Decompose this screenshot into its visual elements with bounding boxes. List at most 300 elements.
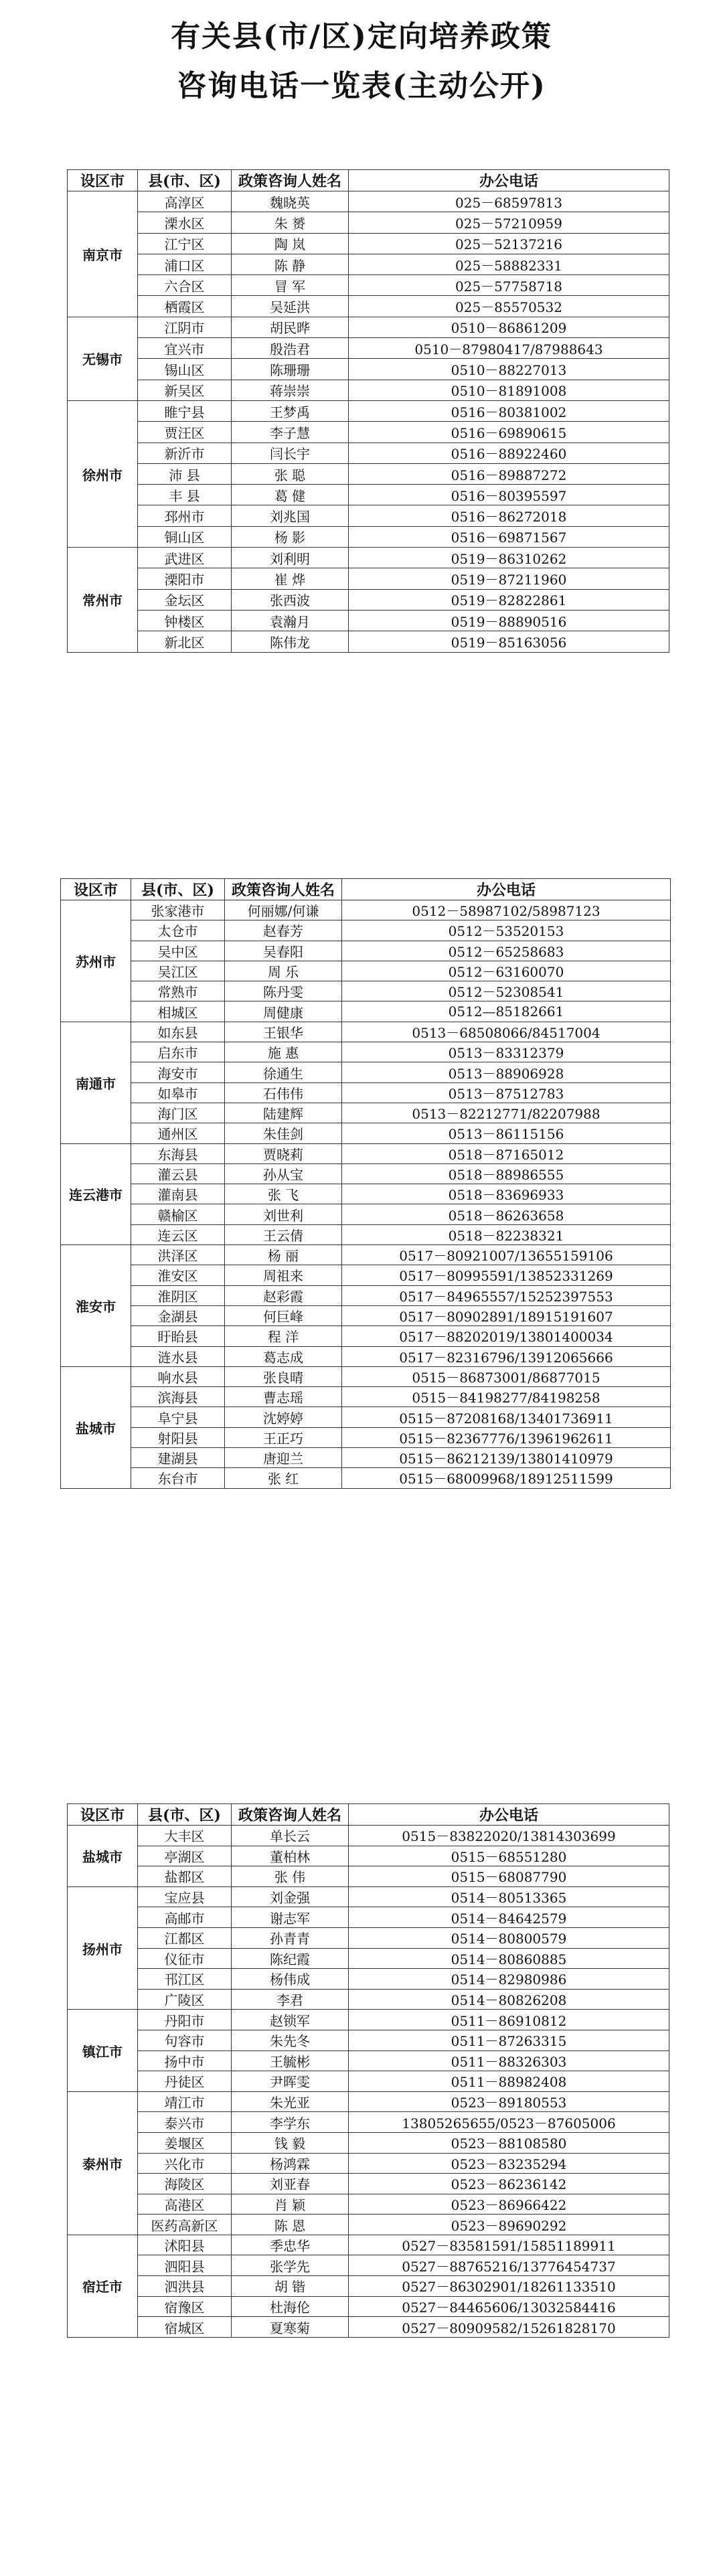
- page-title-line-1: 有关县(市/区)定向培养政策: [171, 19, 552, 54]
- phone-cell: 0517－80995591/13852331269: [342, 1265, 671, 1285]
- phone-cell: 0523－86966422: [349, 2194, 669, 2215]
- header-contact: 政策咨询人姓名: [232, 170, 349, 191]
- county-cell: 锡山区: [138, 359, 232, 380]
- table-row: [68, 191, 669, 212]
- table-row: [61, 1245, 671, 1265]
- county-cell: 江阴市: [138, 317, 232, 337]
- city-cell: 淮安市: [61, 1245, 131, 1367]
- contact-name-cell: 陈 恩: [232, 2215, 349, 2235]
- contact-name-cell: 刘兆国: [232, 505, 349, 526]
- table-row: [68, 1826, 669, 1846]
- contact-name-cell: 谢志军: [232, 1907, 349, 1928]
- contact-name-cell: 曹志瑶: [225, 1387, 342, 1407]
- county-cell: 宿城区: [138, 2317, 232, 2338]
- table-row: [61, 1062, 671, 1082]
- county-cell: 新北区: [138, 631, 232, 652]
- table-row: [68, 1969, 669, 1990]
- contact-name-cell: 陆建辉: [225, 1103, 342, 1123]
- phone-cell: 025－58882331: [349, 254, 669, 274]
- phone-cell: 0513－83312379: [342, 1042, 671, 1062]
- table-row: [61, 1123, 671, 1143]
- county-cell: 广陵区: [138, 1989, 232, 2010]
- city-cell: 扬州市: [68, 1886, 138, 2010]
- table-row: [68, 2317, 669, 2338]
- table-row: [68, 2112, 669, 2133]
- table-row: [68, 589, 669, 610]
- contact-name-cell: 闫长宇: [232, 442, 349, 463]
- header-contact: 政策咨询人姓名: [232, 1804, 349, 1826]
- contact-name-cell: 肖 颖: [232, 2194, 349, 2215]
- phone-cell: 0527－88765216/13776454737: [349, 2255, 669, 2276]
- phone-cell: 025－57210959: [349, 212, 669, 233]
- county-cell: 东海县: [131, 1143, 225, 1163]
- contact-name-cell: 胡 锴: [232, 2276, 349, 2297]
- county-cell: 常熟市: [131, 981, 225, 1001]
- phone-cell: 0523－89690292: [349, 2215, 669, 2235]
- county-cell: 灌云县: [131, 1163, 225, 1184]
- table-row: [61, 920, 671, 941]
- county-cell: 建湖县: [131, 1448, 225, 1468]
- contact-name-cell: 单长云: [232, 1826, 349, 1846]
- contact-name-cell: 袁瀚月: [232, 610, 349, 631]
- contact-name-cell: 周健康: [225, 1001, 342, 1022]
- table-row: [68, 505, 669, 526]
- contact-name-cell: 陈伟龙: [232, 631, 349, 652]
- contact-name-cell: 何丽娜/何谦: [225, 900, 342, 920]
- city-cell: 常州市: [68, 548, 138, 652]
- phone-cell: 0510－86861209: [349, 317, 669, 337]
- contact-name-cell: 王云倩: [225, 1224, 342, 1244]
- table-row: [61, 1387, 671, 1407]
- table-row: [61, 1427, 671, 1447]
- table-row: [68, 485, 669, 505]
- contact-name-cell: 周祖来: [225, 1265, 342, 1285]
- contact-name-cell: 陈纪霞: [232, 1948, 349, 1969]
- contact-name-cell: 吴春阳: [225, 941, 342, 961]
- county-cell: 赣榆区: [131, 1204, 225, 1224]
- table-row: [68, 2132, 669, 2153]
- phone-cell: 0511－88326303: [349, 2050, 669, 2071]
- county-cell: 句容市: [138, 2030, 232, 2050]
- county-cell: 东台市: [131, 1468, 225, 1488]
- county-cell: 六合区: [138, 275, 232, 296]
- county-cell: 沭阳县: [138, 2235, 232, 2255]
- phone-cell: 0513－86115156: [342, 1123, 671, 1143]
- county-cell: 太仓市: [131, 920, 225, 941]
- contact-name-cell: 朱 赟: [232, 212, 349, 233]
- phone-cell: 0519－85163056: [349, 631, 669, 652]
- county-cell: 灌南县: [131, 1184, 225, 1204]
- contact-table-block-2: [60, 878, 671, 1489]
- contact-name-cell: 陈珊珊: [232, 359, 349, 380]
- phone-cell: 0519－88890516: [349, 610, 669, 631]
- table-row: [68, 1866, 669, 1887]
- county-cell: 沛 县: [138, 463, 232, 484]
- phone-cell: 0523－89180553: [349, 2091, 669, 2112]
- table-row: [61, 941, 671, 961]
- county-cell: 溧水区: [138, 212, 232, 233]
- contact-name-cell: 杨 丽: [225, 1245, 342, 1265]
- phone-cell: 0512－58987102/58987123: [342, 900, 671, 920]
- contact-name-cell: 蒋崇崇: [232, 380, 349, 400]
- table-row: [68, 568, 669, 589]
- phone-cell: 0516－69871567: [349, 526, 669, 547]
- table-row: [61, 1163, 671, 1184]
- county-cell: 姜堰区: [138, 2132, 232, 2153]
- phone-cell: 025－57758718: [349, 275, 669, 296]
- table-row: [68, 2215, 669, 2235]
- phone-cell: 0510－87980417/87988643: [349, 338, 669, 359]
- phone-cell: 0514－80513365: [349, 1886, 669, 1907]
- phone-cell: 0518－87165012: [342, 1143, 671, 1163]
- county-cell: 江宁区: [138, 233, 232, 254]
- table-row: [61, 1285, 671, 1305]
- county-cell: 淮安区: [131, 1265, 225, 1285]
- contact-name-cell: 王正巧: [225, 1427, 342, 1447]
- table-row: [68, 526, 669, 547]
- contact-name-cell: 杨鸿霖: [232, 2153, 349, 2174]
- table-row: [68, 212, 669, 233]
- contact-table-block-3: [67, 1803, 669, 2338]
- header-county: 县(市、区): [138, 170, 232, 191]
- table-row: [61, 981, 671, 1001]
- phone-cell: 0514－80800579: [349, 1927, 669, 1948]
- phone-cell: 0518－88986555: [342, 1163, 671, 1184]
- contact-name-cell: 刘金强: [232, 1886, 349, 1907]
- phone-cell: 0515－87208168/13401736911: [342, 1407, 671, 1427]
- table-row: [68, 631, 669, 652]
- phone-cell: 0527－86302901/18261133510: [349, 2276, 669, 2297]
- phone-cell: 0515－68009968/18912511599: [342, 1468, 671, 1488]
- phone-cell: 0523－88108580: [349, 2132, 669, 2153]
- contact-name-cell: 陈丹雯: [225, 981, 342, 1001]
- contact-name-cell: 刘利明: [232, 548, 349, 568]
- table-row: [68, 2296, 669, 2317]
- county-cell: 泗阳县: [138, 2255, 232, 2276]
- county-cell: 栖霞区: [138, 296, 232, 317]
- phone-cell: 0516－69890615: [349, 422, 669, 442]
- contact-name-cell: 李学东: [232, 2112, 349, 2133]
- contact-name-cell: 季忠华: [232, 2235, 349, 2255]
- city-cell: 盐城市: [61, 1366, 131, 1488]
- phone-cell: 025－68597813: [349, 191, 669, 212]
- city-cell: 无锡市: [68, 317, 138, 400]
- county-cell: 高淳区: [138, 191, 232, 212]
- phone-cell: 0512－52308541: [342, 981, 671, 1001]
- contact-name-cell: 刘亚春: [232, 2174, 349, 2194]
- contact-name-cell: 赵锁军: [232, 2010, 349, 2030]
- header-city: 设区市: [68, 1804, 138, 1826]
- page-title-line-2: 咨询电话一览表(主动公开): [177, 69, 546, 103]
- phone-cell: 0512－53520153: [342, 920, 671, 941]
- table-row: [61, 1326, 671, 1346]
- phone-cell: 0516－80381002: [349, 400, 669, 421]
- table-row: [68, 2276, 669, 2297]
- phone-cell: 0514－84642579: [349, 1907, 669, 1928]
- phone-cell: 0513－82212771/82207988: [342, 1103, 671, 1123]
- phone-cell: 0510－88227013: [349, 359, 669, 380]
- contact-name-cell: 夏寒菊: [232, 2317, 349, 2338]
- city-cell: 南京市: [68, 191, 138, 317]
- table-row: [68, 2010, 669, 2030]
- county-cell: 丹阳市: [138, 2010, 232, 2030]
- county-cell: 武进区: [138, 548, 232, 568]
- phone-cell: 0527－83581591/15851189911: [349, 2235, 669, 2255]
- phone-cell: 0512－65258683: [342, 941, 671, 961]
- county-cell: 启东市: [131, 1042, 225, 1062]
- county-cell: 张家港市: [131, 900, 225, 920]
- city-cell: 宿迁市: [68, 2235, 138, 2337]
- table-row: [68, 233, 669, 254]
- county-cell: 宜兴市: [138, 338, 232, 359]
- county-cell: 浦口区: [138, 254, 232, 274]
- contact-name-cell: 董柏林: [232, 1846, 349, 1866]
- county-cell: 如皋市: [131, 1082, 225, 1103]
- county-cell: 钟楼区: [138, 610, 232, 631]
- phone-cell: 0517－80921007/13655159106: [342, 1245, 671, 1265]
- table-row: [68, 1907, 669, 1928]
- contact-name-cell: 张 飞: [225, 1184, 342, 1204]
- phone-cell: 025－52137216: [349, 233, 669, 254]
- contact-name-cell: 胡民晔: [232, 317, 349, 337]
- table-row: [61, 1204, 671, 1224]
- city-cell: 盐城市: [68, 1826, 138, 1887]
- table-row: [61, 1022, 671, 1042]
- county-cell: 淮阴区: [131, 1285, 225, 1305]
- header-phone: 办公电话: [349, 1804, 669, 1826]
- county-cell: 宿豫区: [138, 2296, 232, 2317]
- table-row: [61, 1265, 671, 1285]
- contact-name-cell: 朱光亚: [232, 2091, 349, 2112]
- contact-name-cell: 葛 健: [232, 485, 349, 505]
- county-cell: 金湖县: [131, 1305, 225, 1325]
- phone-cell: 0517－84965557/15252397553: [342, 1285, 671, 1305]
- contact-name-cell: 朱佳剑: [225, 1123, 342, 1143]
- contact-name-cell: 杜海伦: [232, 2296, 349, 2317]
- header-phone: 办公电话: [349, 170, 669, 191]
- contact-name-cell: 施 惠: [225, 1042, 342, 1062]
- contact-name-cell: 陶 岚: [232, 233, 349, 254]
- table-row: [61, 1407, 671, 1427]
- phone-cell: 0516－89887272: [349, 463, 669, 484]
- phone-cell: 0512－63160070: [342, 961, 671, 981]
- header-contact: 政策咨询人姓名: [225, 879, 342, 900]
- county-cell: 盱眙县: [131, 1326, 225, 1346]
- county-cell: 吴江区: [131, 961, 225, 981]
- phone-cell: 0516－88922460: [349, 442, 669, 463]
- phone-cell: 0518－83696933: [342, 1184, 671, 1204]
- county-cell: 金坛区: [138, 589, 232, 610]
- county-cell: 丰 县: [138, 485, 232, 505]
- table-row: [61, 1143, 671, 1163]
- county-cell: 涟水县: [131, 1346, 225, 1366]
- phone-cell: 0519－87211960: [349, 568, 669, 589]
- phone-cell: 0514－82980986: [349, 1969, 669, 1990]
- contact-name-cell: 陈 静: [232, 254, 349, 274]
- county-cell: 阜宁县: [131, 1407, 225, 1427]
- phone-cell: 0518－82238321: [342, 1224, 671, 1244]
- phone-cell: 0515－68551280: [349, 1846, 669, 1866]
- contact-name-cell: 李子慧: [232, 422, 349, 442]
- contact-name-cell: 张 伟: [232, 1866, 349, 1887]
- contact-name-cell: 魏晓英: [232, 191, 349, 212]
- city-cell: 镇江市: [68, 2010, 138, 2091]
- contact-name-cell: 崔 烨: [232, 568, 349, 589]
- contact-name-cell: 张学先: [232, 2255, 349, 2276]
- county-cell: 高港区: [138, 2194, 232, 2215]
- county-cell: 铜山区: [138, 526, 232, 547]
- table-row: [68, 1846, 669, 1866]
- contact-name-cell: 葛志成: [225, 1346, 342, 1366]
- phone-cell: 0516－86272018: [349, 505, 669, 526]
- table-row: [68, 442, 669, 463]
- contact-name-cell: 赵彩霞: [225, 1285, 342, 1305]
- table-row: [68, 2235, 669, 2255]
- table-row: [68, 2030, 669, 2050]
- phone-cell: 0517－82316796/13912065666: [342, 1346, 671, 1366]
- phone-cell: 0517－88202019/13801400034: [342, 1326, 671, 1346]
- city-cell: 连云港市: [61, 1143, 131, 1244]
- county-cell: 如东县: [131, 1022, 225, 1042]
- city-cell: 苏州市: [61, 900, 131, 1022]
- table-row: [68, 2194, 669, 2215]
- contact-name-cell: 朱先冬: [232, 2030, 349, 2050]
- phone-cell: 0517－80902891/18915191607: [342, 1305, 671, 1325]
- contact-name-cell: 钱 毅: [232, 2132, 349, 2153]
- table-row: [68, 400, 669, 421]
- county-cell: 海安市: [131, 1062, 225, 1082]
- header-county: 县(市、区): [138, 1804, 232, 1826]
- contact-name-cell: 王毓彬: [232, 2050, 349, 2071]
- header-city: 设区市: [61, 879, 131, 900]
- phone-cell: 0511－86910812: [349, 2010, 669, 2030]
- header-row: [61, 879, 671, 900]
- contact-name-cell: 石伟伟: [225, 1082, 342, 1103]
- table-row: [61, 1366, 671, 1386]
- phone-cell: 0518－86263658: [342, 1204, 671, 1224]
- phone-cell: 0515－86873001/86877015: [342, 1366, 671, 1386]
- county-cell: 邗江区: [138, 1969, 232, 1990]
- phone-cell: 0527－80909582/15261828170: [349, 2317, 669, 2338]
- phone-cell: 0511－87263315: [349, 2030, 669, 2050]
- contact-name-cell: 殷浩君: [232, 338, 349, 359]
- contact-name-cell: 王梦禹: [232, 400, 349, 421]
- county-cell: 滨海县: [131, 1387, 225, 1407]
- contact-name-cell: 冒 军: [232, 275, 349, 296]
- table-row: [68, 1927, 669, 1948]
- table-row: [61, 1224, 671, 1244]
- contact-name-cell: 张西波: [232, 589, 349, 610]
- table-row: [61, 900, 671, 920]
- table-row: [68, 296, 669, 317]
- contact-name-cell: 周 乐: [225, 961, 342, 981]
- contact-name-cell: 刘世利: [225, 1204, 342, 1224]
- table-row: [61, 1468, 671, 1488]
- contact-name-cell: 程 洋: [225, 1326, 342, 1346]
- contact-name-cell: 贾晓莉: [225, 1143, 342, 1163]
- county-cell: 高邮市: [138, 1907, 232, 1928]
- contact-name-cell: 杨伟成: [232, 1969, 349, 1990]
- contact-name-cell: 沈婷婷: [225, 1407, 342, 1427]
- county-cell: 邳州市: [138, 505, 232, 526]
- table-row: [68, 338, 669, 359]
- county-cell: 大丰区: [138, 1826, 232, 1846]
- county-cell: 相城区: [131, 1001, 225, 1022]
- contact-name-cell: 李君: [232, 1989, 349, 2010]
- phone-cell: 0523－83235294: [349, 2153, 669, 2174]
- county-cell: 泗洪县: [138, 2276, 232, 2297]
- county-cell: 宝应县: [138, 1886, 232, 1907]
- table-row: [68, 2174, 669, 2194]
- county-cell: 响水县: [131, 1366, 225, 1386]
- county-cell: 扬中市: [138, 2050, 232, 2071]
- county-cell: 亭湖区: [138, 1846, 232, 1866]
- table-row: [61, 1346, 671, 1366]
- phone-cell: 0523－86236142: [349, 2174, 669, 2194]
- phone-cell: 0510－81891008: [349, 380, 669, 400]
- header-phone: 办公电话: [342, 879, 671, 900]
- phone-cell: 0515－68087790: [349, 1866, 669, 1887]
- table-row: [68, 2071, 669, 2092]
- table-row: [61, 1184, 671, 1204]
- city-cell: 泰州市: [68, 2091, 138, 2235]
- phone-cell: 0515－84198277/84198258: [342, 1387, 671, 1407]
- county-cell: 海陵区: [138, 2174, 232, 2194]
- county-cell: 贾汪区: [138, 422, 232, 442]
- county-cell: 江都区: [138, 1927, 232, 1948]
- phone-cell: 0514－80860885: [349, 1948, 669, 1969]
- table-row: [68, 610, 669, 631]
- county-cell: 溧阳市: [138, 568, 232, 589]
- county-cell: 泰兴市: [138, 2112, 232, 2133]
- table-row: [68, 317, 669, 337]
- table-row: [68, 275, 669, 296]
- header-county: 县(市、区): [131, 879, 225, 900]
- county-cell: 睢宁县: [138, 400, 232, 421]
- table-row: [61, 1001, 671, 1022]
- table-row: [68, 1948, 669, 1969]
- phone-cell: 0515－83822020/13814303699: [349, 1826, 669, 1846]
- county-cell: 新沂市: [138, 442, 232, 463]
- phone-cell: 0519－82822861: [349, 589, 669, 610]
- county-cell: 丹徒区: [138, 2071, 232, 2092]
- table-row: [68, 422, 669, 442]
- header-city: 设区市: [68, 170, 138, 191]
- table-row: [61, 1103, 671, 1123]
- table-row: [61, 961, 671, 981]
- contact-name-cell: 何巨峰: [225, 1305, 342, 1325]
- phone-cell: 0513－87512783: [342, 1082, 671, 1103]
- table-row: [68, 463, 669, 484]
- county-cell: 靖江市: [138, 2091, 232, 2112]
- county-cell: 兴化市: [138, 2153, 232, 2174]
- table-row: [68, 359, 669, 380]
- contact-name-cell: 杨 影: [232, 526, 349, 547]
- contact-name-cell: 尹晖雯: [232, 2071, 349, 2092]
- table-row: [61, 1082, 671, 1103]
- table-row: [68, 2091, 669, 2112]
- table-row: [61, 1042, 671, 1062]
- contact-name-cell: 王银华: [225, 1022, 342, 1042]
- contact-name-cell: 孙青青: [232, 1927, 349, 1948]
- table-row: [61, 1448, 671, 1468]
- contact-name-cell: 张良晴: [225, 1366, 342, 1386]
- contact-name-cell: 张 聪: [232, 463, 349, 484]
- county-cell: 洪泽区: [131, 1245, 225, 1265]
- city-cell: 南通市: [61, 1022, 131, 1143]
- contact-name-cell: 赵春芳: [225, 920, 342, 941]
- phone-cell: 13805265655/0523－87605006: [349, 2112, 669, 2133]
